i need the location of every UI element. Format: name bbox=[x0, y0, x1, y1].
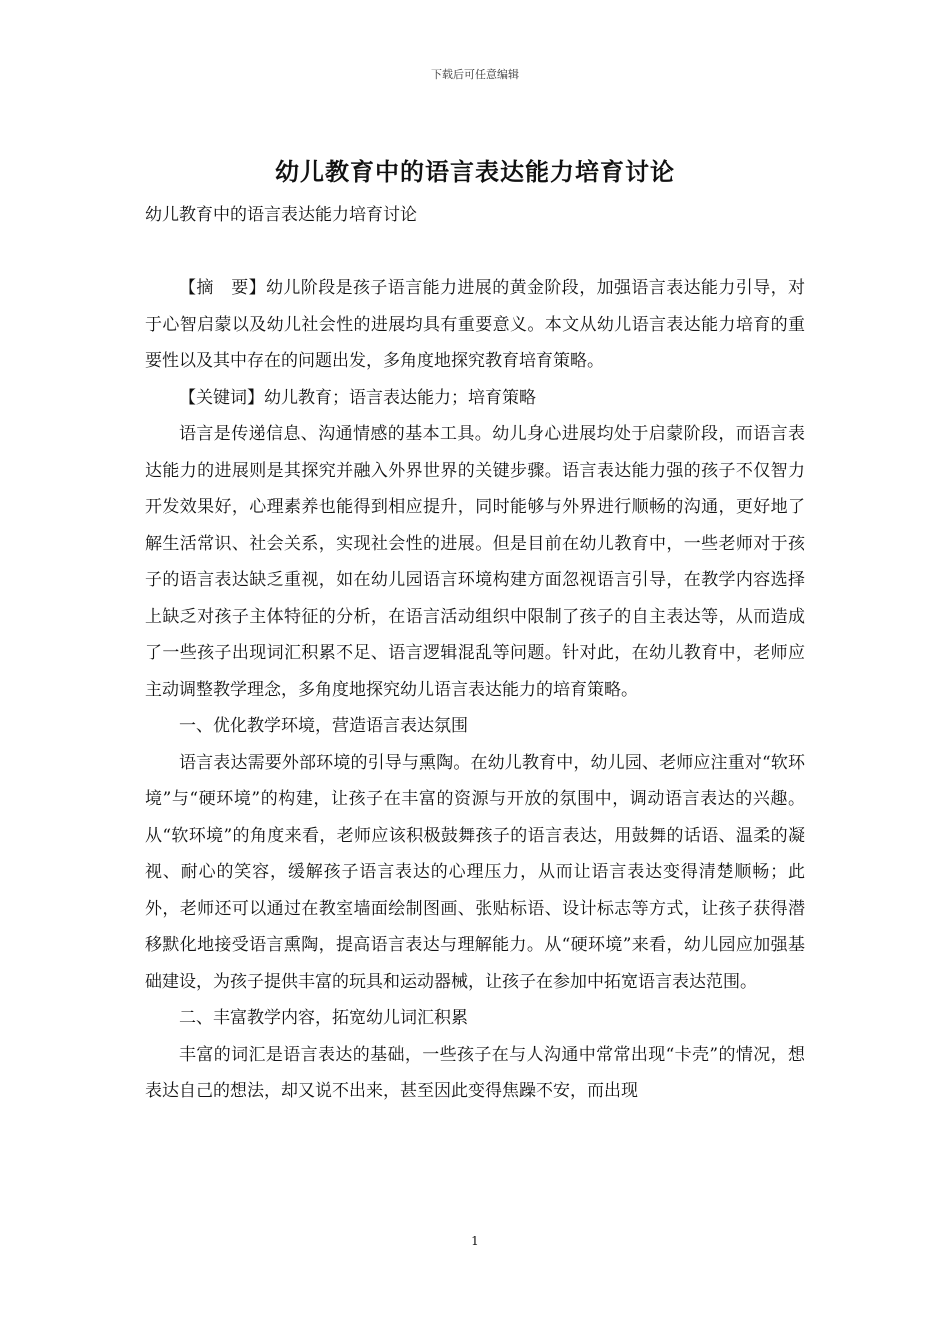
keywords-paragraph: 【关键词】幼儿教育；语言表达能力；培育策略 bbox=[179, 387, 536, 408]
section-heading-1: 一、优化教学环境，营造语言表达氛围 bbox=[179, 716, 468, 736]
document-title: 幼儿教育中的语言表达能力培育讨论 bbox=[275, 157, 675, 186]
section-heading-2: 二、丰富教学内容，拓宽幼儿词汇积累 bbox=[179, 1008, 468, 1028]
section-2-paragraph: 丰富的词汇是语言表达的基础，一些孩子在与人沟通中常常出现“卡壳”的情况，想表达自己的想法，却又说不出来，甚至因此变得焦躁不安，而出现 bbox=[145, 1044, 805, 1101]
intro-paragraph: 语言是传递信息、沟通情感的基本工具。幼儿身心进展均处于启蒙阶段，而语言表达能力的进展则是其探究并融入外界世界的关键步骤。语言表达能力强的孩子不仅智力开发效果好，心理素养也能得到相应提升，同时能够与外界进行顺畅的沟通，更好地了解生活常识、社会关系，实现社会性的进展。但是目前在幼儿教育中，一些老师对于孩子的语言表达缺乏重视，如在幼儿园语言环境构建方面忽视语言引导，在教学内容选择上缺乏对孩子主体特征的分析，在语言活动组织中限制了孩子的自主表达等，从而造成了一些孩子出现词汇积累不足、语言逻辑混乱等问题。针对此，在幼儿教育中，老师应主动调整教学理念，多角度地探究幼儿语言表达能力的培育策略。 bbox=[145, 424, 805, 700]
document-subtitle: 幼儿教育中的语言表达能力培育讨论 bbox=[145, 205, 417, 225]
page-number: 1 bbox=[471, 1234, 479, 1248]
document-body bbox=[145, 270, 805, 1110]
section-1-paragraph: 语言表达需要外部环境的引导与熏陶。在幼儿教育中，幼儿园、老师应注重对“软环境”与“硬环境”的构建，让孩子在丰富的资源与开放的氛围中，调动语言表达的兴趣。从“软环境”的角度来看，老师应该积极鼓舞孩子的语言表达，用鼓舞的话语、温柔的凝视、耐心的笑容，缓解孩子语言表达的心理压力，从而让语言表达变得清楚顺畅；此外，老师还可以通过在教室墙面绘制图画、张贴标语、设计标志等方式，让孩子获得潜移默化地接受语言熏陶，提高语言表达与理解能力。从“硬环境”来看，幼儿园应加强基础建设，为孩子提供丰富的玩具和运动器械，让孩子在参加中拓宽语言表达范围。 bbox=[145, 752, 805, 992]
abstract-paragraph: 【摘 要】幼儿阶段是孩子语言能力进展的黄金阶段，加强语言表达能力引导，对于心智启蒙以及幼儿社会性的进展均具有重要意义。本文从幼儿语言表达能力培育的重要性以及其中存在的问题出发，多角度地探究教育培育策略。 bbox=[145, 278, 805, 371]
header-note: 下载后可任意编辑 bbox=[431, 68, 519, 81]
